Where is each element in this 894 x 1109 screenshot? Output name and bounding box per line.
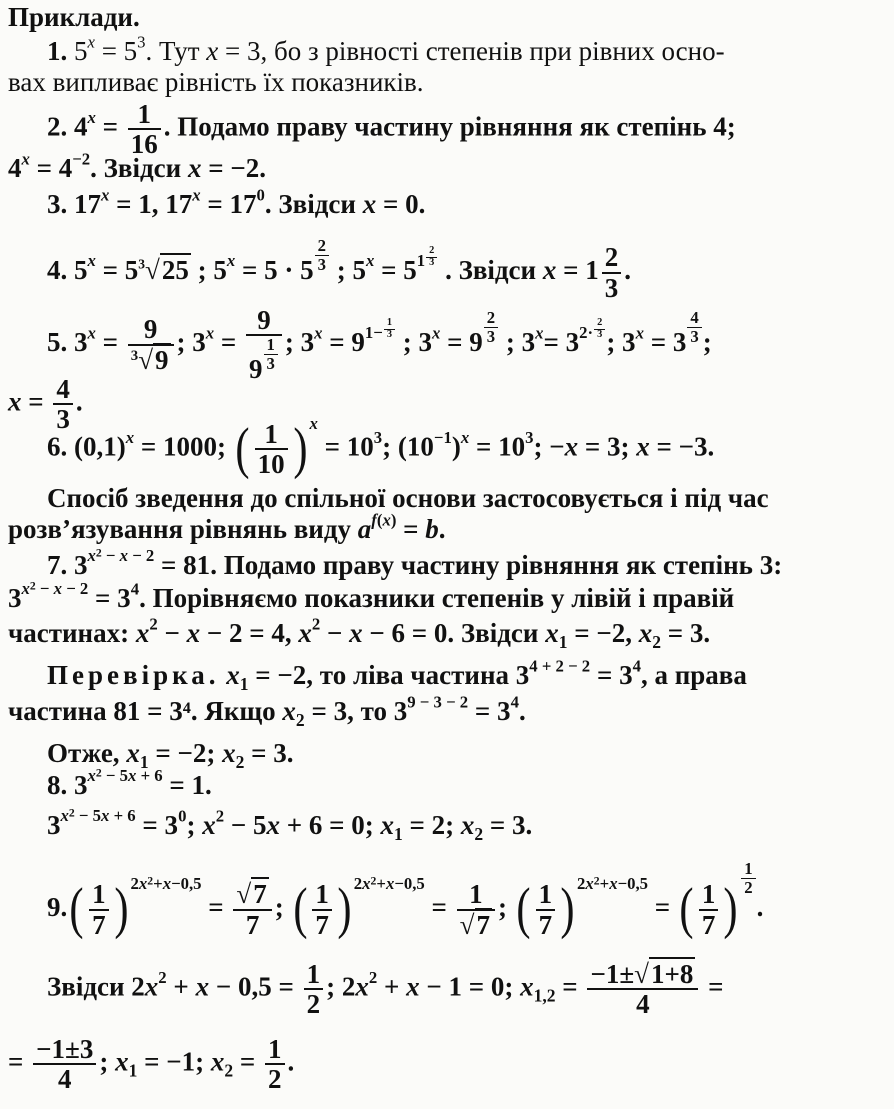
check-line-2: частина 81 = 3⁴. Якщо $x_2 = 3$, то $3^{9 - 3 - 2} = 3^4$.: [8, 692, 526, 731]
example-9-text: Звідси: [47, 971, 125, 1002]
example-7-text: . Подамо праву частину рівняння як степінь 3:: [210, 550, 783, 580]
check-text: , то ліва частина: [306, 660, 510, 690]
example-3: 3. $17^x = 1$, $17^x = 17^0$. Звідси x = 0.: [47, 185, 426, 219]
example-7-text-2: . Порівняємо показники степенів у лівій і правій: [139, 583, 735, 613]
example-5-line-1: 5. $3^x$ = $\frac{9}{^3√9}$ ; $3^x$ = 9 9 $\frac{1}{3}$ ; $3^x = 9^{1- \frac{1}{3}}$ ; $3^x = 9$ $\frac{2}{3}$ ; $3^x= 3^{2\cdot \frac{2}{3}}$ ; $3^x = 3$ $\frac{4}{3}$ ;: [47, 305, 712, 385]
method-note-line-2: розв’язування рівнянь виду $a^{f(x)} = b$.: [8, 510, 446, 544]
example-9-line-1: 9.( $\frac{1}{7}$ ) $^{2x^2+x-0,5}$ = $\frac{√7}{7}$ ; ( $\frac{1}{7}$ ) $^{2x^2+x-0,5}$ = $\frac{1}{√7}$ ; ( $\frac{1}{7}$ ) $^{2x^2+x-0,5}$ = ( $\frac{1}{7}$ ) $\frac{1}{2}$ .: [47, 859, 764, 941]
example-2-line-2: $4^x = 4^{-2}$. Звідси x = −2.: [8, 149, 266, 183]
example-9-line-2: Звідси $2x^2 + x - 0,5$ = $\frac{1}{2}$ ; $2x^2 + x - 1 = 0$; $x_{1,2}$ = $\frac{-1\pm√1+8}{4}$ =: [47, 959, 724, 1020]
example-2-text: . Подамо праву частину рівняння як степінь 4;: [163, 111, 736, 142]
check-text-2: частина 81 = 3⁴. Якщо: [8, 696, 276, 726]
example-7-line-3: частинах: $x^2 - x - 2 = 4$, $x^2 - x - 6 = 0$. Звідси $x_1 = -2$, $x_2 = 3$.: [8, 614, 711, 653]
example-9-line-3: = $\frac{-1\pm 3}{4}$ ; $x_1 = -1$; $x_2$ = $\frac{1}{2}$ .: [8, 1034, 295, 1095]
check-text-3: , то: [347, 696, 387, 726]
example-2-line-1: 2. $4^x$ = $\frac{1}{16}$ . Подамо праву частину рівняння як степінь 4;: [47, 99, 736, 160]
example-4-text: . Звідси: [445, 254, 537, 285]
example-7-line-1: 7. $3^{x^2 - x - 2} = 81$. Подамо праву частину рівняння як степінь 3:: [47, 546, 783, 580]
check-tail: , а права: [640, 660, 747, 690]
section-heading: Приклади.: [8, 2, 140, 32]
conclusion-line: Отже, $x_1 = -2$; $x_2 = 3$.: [47, 738, 294, 773]
method-note-line-1: Спосіб зведення до спільної основи застосовується і під час: [47, 483, 769, 513]
example-1-line-2: вах випливає рівність їх показників.: [8, 67, 424, 97]
example-1-line-1: 1. $5^x = 5^3$. Тут x = 3, бо з рівності степенів при рівних осно-: [47, 32, 725, 66]
method-note-text: розв’язування рівнянь виду: [8, 514, 352, 544]
conclusion-text: Отже,: [47, 738, 120, 768]
example-5-line-2: x = $\frac{4}{3}$ .: [8, 374, 83, 435]
check-line-1: Перевірка. $x_1 = -2$, то ліва частина $3^{4 + 2 - 2} = 3^4$, а права: [47, 656, 747, 695]
example-7-text-3: частинах:: [8, 618, 130, 648]
example-6: 6. $(0,1)^x = 1000$; ( $\frac{1}{10}$ ) $^x = 10^3$; $(10^{-1})^x = 10^3$; −x = 3; x = −3.: [47, 413, 715, 480]
example-8-line-2: $3^{x^2 - 5x + 6} = 3^0$; $x^2 - 5x + 6 = 0$; $x_1 = 2$; $x_2 = 3$.: [47, 806, 533, 845]
example-4: 4. $5^x = 5^3√25$ ; $5^x = 5 \cdot 5$ $\frac{2}{3}$ ; $5^x = 5^{1 \frac{2}{3}}$ . Звідси x = 1 $\frac{2}{3}$ .: [47, 236, 631, 303]
example-7-line-2: $3^{x^2 - x - 2} = 3^4$. Порівняємо показники степенів у лівій і правій: [8, 579, 735, 613]
example-8-line-1: 8. $3^{x^2 - 5x + 6} = 1$.: [47, 766, 212, 800]
check-label: Перевірка.: [47, 660, 220, 690]
example-7-text-4: . Звідси: [447, 618, 539, 648]
